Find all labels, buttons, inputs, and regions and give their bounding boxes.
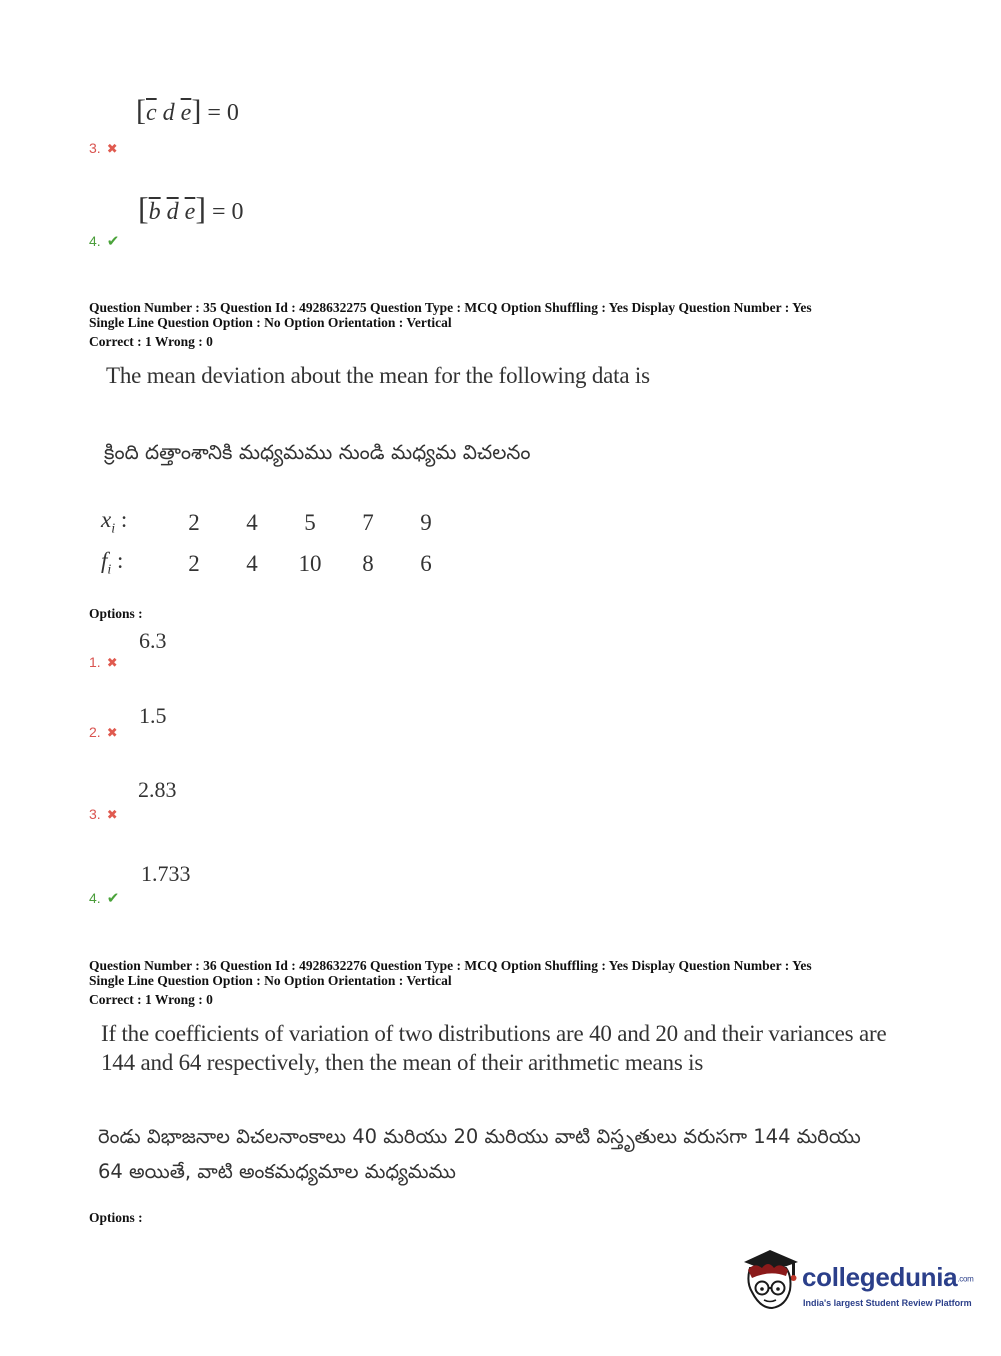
prev-option-4[interactable] (89, 231, 119, 250)
q35-meta (89, 300, 812, 349)
q35-options-label: Options : (89, 606, 143, 621)
table-cell: 2 (188, 509, 200, 535)
q35-option-3[interactable] (89, 804, 118, 823)
wrong-mark-icon: ✖ (106, 726, 118, 741)
q36-text-te-line-2: 64 అయితే, వాటి అంకమధ్యమాల మధ్యమము (98, 1160, 456, 1183)
table-cell: 4 (246, 550, 258, 576)
f-label: $f_i$ : (101, 548, 124, 578)
prev-option-3[interactable] (89, 138, 118, 157)
q36-meta-line-2: Single Line Question Option : No Option Orientation : Vertical (89, 973, 452, 988)
x-label: $x_i$ : (101, 507, 128, 537)
q35-meta-line-2: Single Line Question Option : No Option Orientation : Vertical (89, 315, 452, 330)
q36-meta-line-3: Correct : 1 Wrong : 0 (89, 992, 213, 1007)
q35-option-1-value: 6.3 (139, 628, 167, 653)
wrong-mark-icon: ✖ (106, 142, 118, 157)
q36-text-te-line-1: రెండు విభాజనాల విచలనాంకాలు 40 మరియు 20 మరియు వాటి విస్తృతులు వరుసగా 144 మరియు (98, 1125, 861, 1148)
q36-question-text-en (101, 1019, 886, 1077)
logo-wordmark: collegedunia.com (802, 1262, 974, 1292)
table-cell: 10 (298, 550, 322, 576)
wrong-mark-icon: ✖ (106, 808, 118, 823)
q35-option-2[interactable] (89, 722, 118, 741)
table-cell: 6 (420, 550, 432, 576)
correct-check-icon: ✔ (106, 232, 120, 250)
option-number: 4. (89, 233, 101, 249)
q36-meta (89, 958, 812, 1007)
option-number: 4. (89, 890, 101, 906)
q35-option-1[interactable] (89, 652, 118, 671)
table-cell: 7 (362, 509, 374, 535)
q35-option-2-value: 1.5 (139, 703, 167, 728)
q35-option-4[interactable] (89, 888, 119, 907)
wrong-mark-icon: ✖ (106, 656, 118, 671)
table-cell: 4 (246, 509, 258, 535)
q36-meta-line-1: Question Number : 36 Question Id : 4928632276 Question Type : MCQ Option Shuffling : Yes Display Question Number : Yes (89, 958, 812, 973)
table-cell: 2 (188, 550, 200, 576)
correct-check-icon: ✔ (106, 889, 120, 907)
table-cell: 9 (420, 509, 432, 535)
table-row-x (101, 502, 455, 543)
option-number: 3. (89, 140, 101, 156)
prev-option-3-expression: [$\overline{c}$ d $\overline{e}] = 0$ (136, 94, 239, 127)
table-row-f (101, 543, 455, 584)
q35-question-text-en: The mean deviation about the mean for the following data is (106, 363, 650, 388)
option-number: 2. (89, 724, 101, 740)
q36-text-en-line-1: If the coefficients of variation of two distributions are 40 and 20 and their variances are (101, 1021, 887, 1046)
option-number: 1. (89, 654, 101, 670)
q36-question-text-te (98, 1119, 861, 1189)
q35-option-4-value: 1.733 (141, 861, 191, 886)
collegedunia-logo (740, 1248, 972, 1318)
option-number: 3. (89, 806, 101, 822)
q35-meta-line-3: Correct : 1 Wrong : 0 (89, 334, 213, 349)
logo-tagline: India's largest Student Review Platform (803, 1298, 972, 1308)
q35-option-3-value: 2.83 (138, 777, 177, 802)
table-cell: 8 (362, 550, 374, 576)
q35-question-text-te: క్రింది దత్తాంశానికి మధ్యమము నుండి మధ్యమ విచలనం (104, 440, 531, 464)
q35-data-table (101, 502, 455, 584)
student-mascot-icon (740, 1248, 800, 1316)
prev-option-4-expression: [$\overline{b}$ $\overline{d}$ $\overline{e}] = 0$ (138, 190, 244, 226)
q35-meta-line-1: Question Number : 35 Question Id : 4928632275 Question Type : MCQ Option Shuffling : Yes Display Question Number : Yes (89, 300, 812, 315)
table-cell: 5 (304, 509, 316, 535)
q36-options-label: Options : (89, 1210, 143, 1225)
q36-text-en-line-2: 144 and 64 respectively, then the mean of their arithmetic means is (101, 1050, 704, 1075)
